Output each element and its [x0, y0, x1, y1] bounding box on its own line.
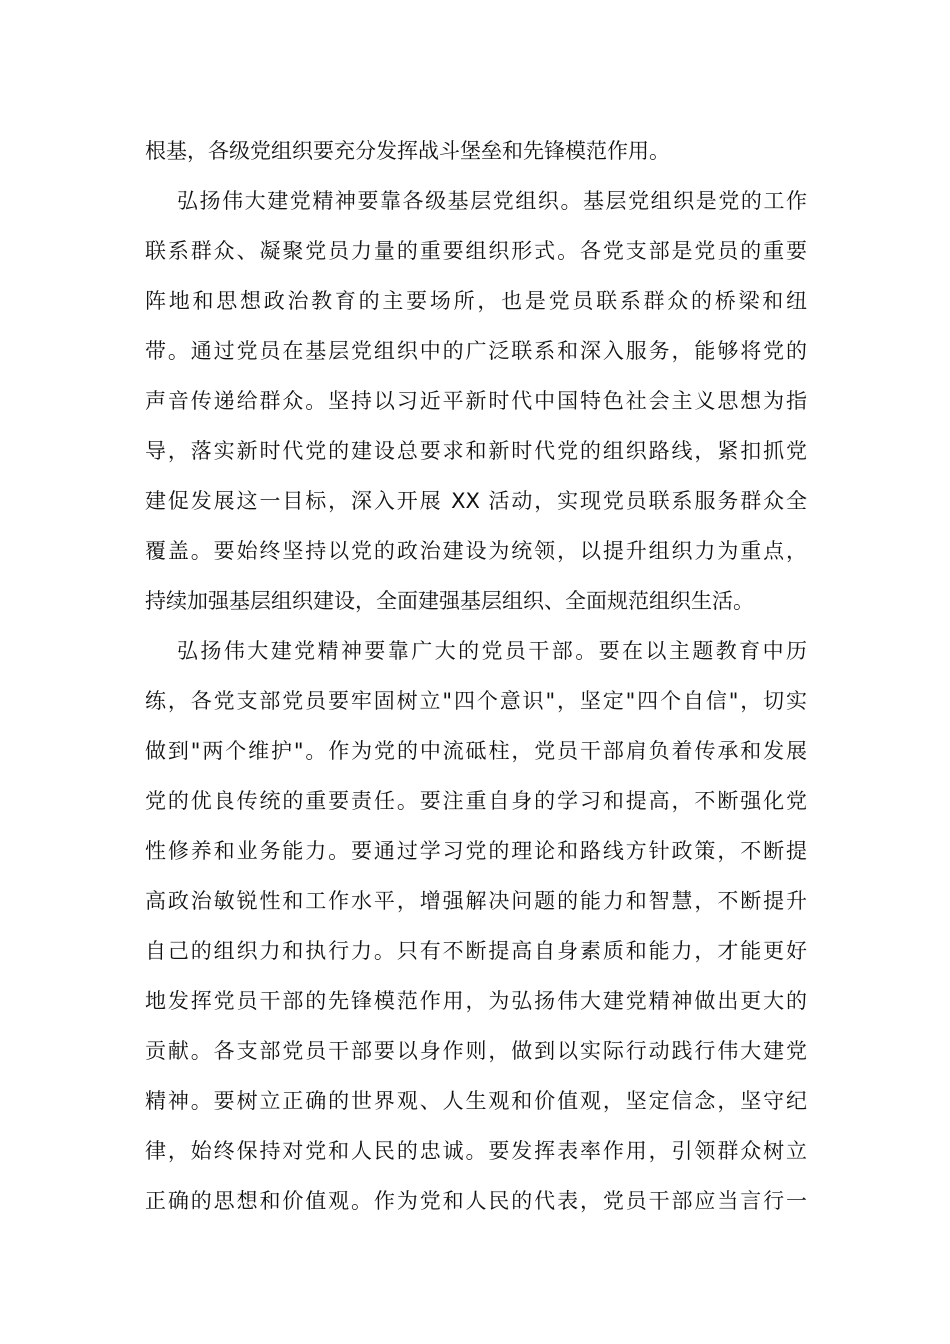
text-line: 正确的思想和价值观。作为党和人民的代表，党员干部应当言行一: [145, 1189, 807, 1213]
text-line: 精神。要树立正确的世界观、人生观和价值观，坚定信念，坚守纪: [145, 1089, 807, 1113]
paragraph: [145, 626, 807, 1226]
text-line: 做到"两个维护"。作为党的中流砥柱，党员干部肩负着传承和发展: [145, 739, 807, 763]
paragraph: [145, 176, 807, 626]
text-line: 声音传递给群众。坚持以习近平新时代中国特色社会主义思想为指: [145, 389, 807, 413]
text-line: 带。通过党员在基层党组织中的广泛联系和深入服务，能够将党的: [145, 339, 807, 363]
text-line: 律，始终保持对党和人民的忠诚。要发挥表率作用，引领群众树立: [145, 1139, 807, 1163]
text-line: 党的优良传统的重要责任。要注重自身的学习和提高，不断强化党: [145, 789, 807, 813]
text-line: 弘扬伟大建党精神要靠广大的党员干部。要在以主题教育中历: [177, 639, 807, 663]
text-line: 持续加强基层组织建设，全面建强基层组织、全面规范组织生活。: [145, 589, 754, 613]
text-line: 练，各党支部党员要牢固树立"四个意识"，坚定"四个自信"，切实: [145, 689, 807, 713]
text-line: 建促发展这一目标，深入开展 XX 活动，实现党员联系服务群众全: [145, 489, 807, 513]
text-line: 根基，各级党组织要充分发挥战斗堡垒和先锋模范作用。: [145, 139, 670, 163]
text-line: 联系群众、凝聚党员力量的重要组织形式。各党支部是党员的重要: [145, 239, 807, 263]
text-line: 导，落实新时代党的建设总要求和新时代党的组织路线，紧扣抓党: [145, 439, 807, 463]
text-line: 性修养和业务能力。要通过学习党的理论和路线方针政策，不断提: [145, 839, 807, 863]
text-line: 高政治敏锐性和工作水平，增强解决问题的能力和智慧，不断提升: [145, 889, 807, 913]
text-line: 贡献。各支部党员干部要以身作则，做到以实际行动践行伟大建党: [145, 1039, 807, 1063]
paragraph: [145, 126, 807, 176]
text-line: 阵地和思想政治教育的主要场所，也是党员联系群众的桥梁和纽: [145, 289, 807, 313]
text-line: 地发挥党员干部的先锋模范作用，为弘扬伟大建党精神做出更大的: [145, 989, 807, 1013]
document-body: [145, 126, 807, 1226]
text-line: 覆盖。要始终坚持以党的政治建设为统领，以提升组织力为重点，: [145, 539, 807, 563]
text-line: 弘扬伟大建党精神要靠各级基层党组织。基层党组织是党的工作: [177, 189, 807, 213]
text-line: 自己的组织力和执行力。只有不断提高自身素质和能力，才能更好: [145, 939, 807, 963]
